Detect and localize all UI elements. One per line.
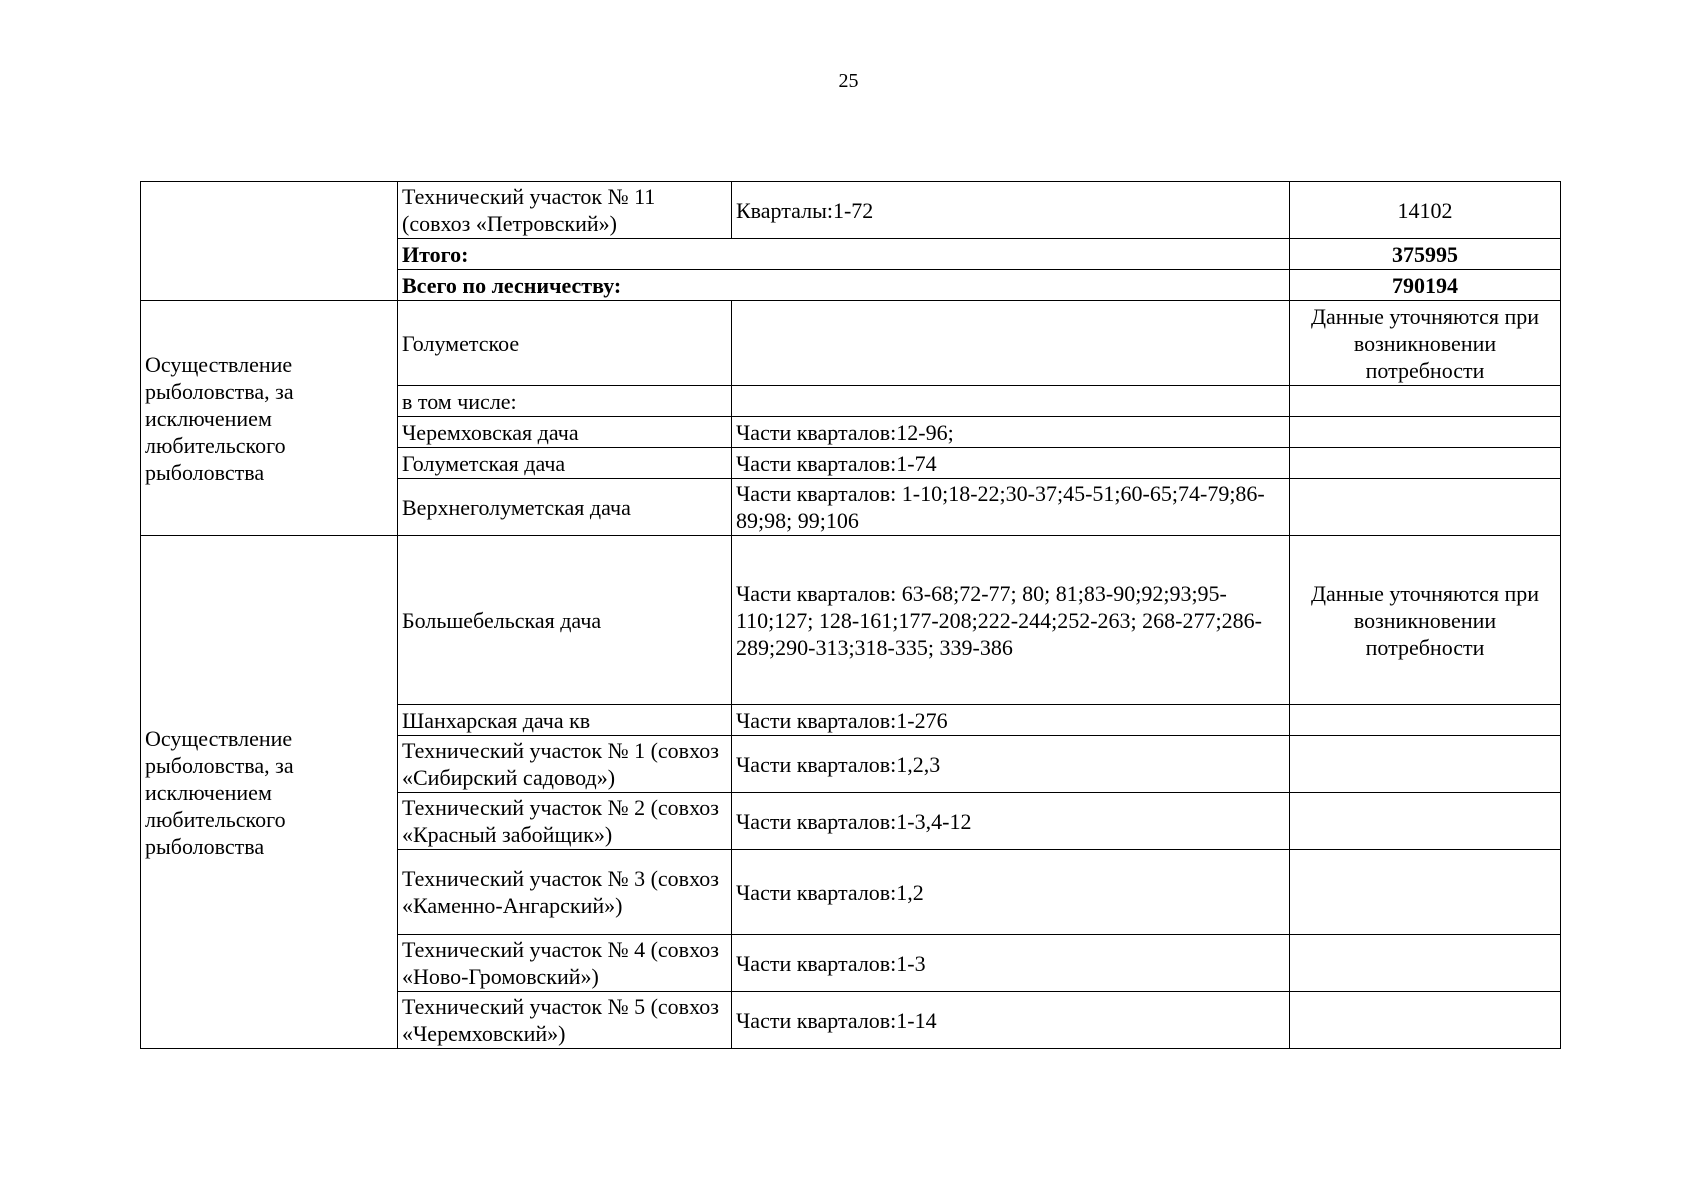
page-number: 25 <box>838 70 859 92</box>
quarters-cell <box>732 301 1290 386</box>
plot-name: Технический участок № 3 (совхоз «Каменно-Ангарский») <box>398 850 732 935</box>
forestry-total-label: Всего по лесничеству: <box>398 270 1290 301</box>
plot-name: Технический участок № 2 (совхоз «Красный забойщик») <box>398 793 732 850</box>
quarters-cell: Части кварталов:1-3 <box>732 935 1290 992</box>
area-cell <box>1290 935 1561 992</box>
quarters-cell: Части кварталов: 63-68;72-77; 80; 81;83-90;92;93;95-110;127; 128-161;177-208;222-244;252-263; 268-277;286-289;290-313;318-335; 339-386 <box>732 536 1290 705</box>
quarters-cell: Части кварталов:1-3,4-12 <box>732 793 1290 850</box>
plot-name: Большебельская дача <box>398 536 732 705</box>
area-cell: Данные уточняются при возникновении потребности <box>1290 301 1561 386</box>
quarters-cell: Части кварталов:1,2 <box>732 850 1290 935</box>
area-cell <box>1290 448 1561 479</box>
quarters-cell: Части кварталов:12-96; <box>732 417 1290 448</box>
total-value: 375995 <box>1290 239 1561 270</box>
plot-name: Голуметская дача <box>398 448 732 479</box>
quarters-cell: Части кварталов: 1-10;18-22;30-37;45-51;60-65;74-79;86-89;98; 99;106 <box>732 479 1290 536</box>
forestry-table <box>140 181 1561 1049</box>
quarters-cell: Части кварталов:1,2,3 <box>732 736 1290 793</box>
area-cell <box>1290 479 1561 536</box>
table-row <box>141 182 1561 239</box>
table-row <box>141 536 1561 705</box>
area-cell <box>1290 736 1561 793</box>
activity-cell: Осуществление рыболовства, за исключением любительского рыболовства <box>141 301 398 536</box>
area-cell <box>1290 705 1561 736</box>
area-cell: 14102 <box>1290 182 1561 239</box>
area-cell <box>1290 386 1561 417</box>
quarters-cell: Части кварталов:1-276 <box>732 705 1290 736</box>
plot-name: Черемховская дача <box>398 417 732 448</box>
area-cell <box>1290 417 1561 448</box>
area-cell <box>1290 793 1561 850</box>
quarters-cell: Части кварталов:1-14 <box>732 992 1290 1049</box>
area-cell: Данные уточняются при возникновении потребности <box>1290 536 1561 705</box>
activity-cell: Осуществление рыболовства, за исключением любительского рыболовства <box>141 536 398 1049</box>
plot-name: Шанхарская дача кв <box>398 705 732 736</box>
quarters-cell: Кварталы:1-72 <box>732 182 1290 239</box>
plot-name: Технический участок № 1 (совхоз «Сибирский садовод») <box>398 736 732 793</box>
activity-cell-empty <box>141 182 398 301</box>
quarters-cell: Части кварталов:1-74 <box>732 448 1290 479</box>
plot-name: Голуметское <box>398 301 732 386</box>
plot-name: Верхнеголуметская дача <box>398 479 732 536</box>
plot-name: Технический участок № 11 (совхоз «Петровский») <box>398 182 732 239</box>
area-cell <box>1290 850 1561 935</box>
plot-name: Технический участок № 4 (совхоз «Ново-Громовский») <box>398 935 732 992</box>
total-label: Итого: <box>398 239 1290 270</box>
forestry-total-value: 790194 <box>1290 270 1561 301</box>
plot-name: в том числе: <box>398 386 732 417</box>
plot-name: Технический участок № 5 (совхоз «Черемховский») <box>398 992 732 1049</box>
table-row <box>141 301 1561 386</box>
quarters-cell <box>732 386 1290 417</box>
area-cell <box>1290 992 1561 1049</box>
